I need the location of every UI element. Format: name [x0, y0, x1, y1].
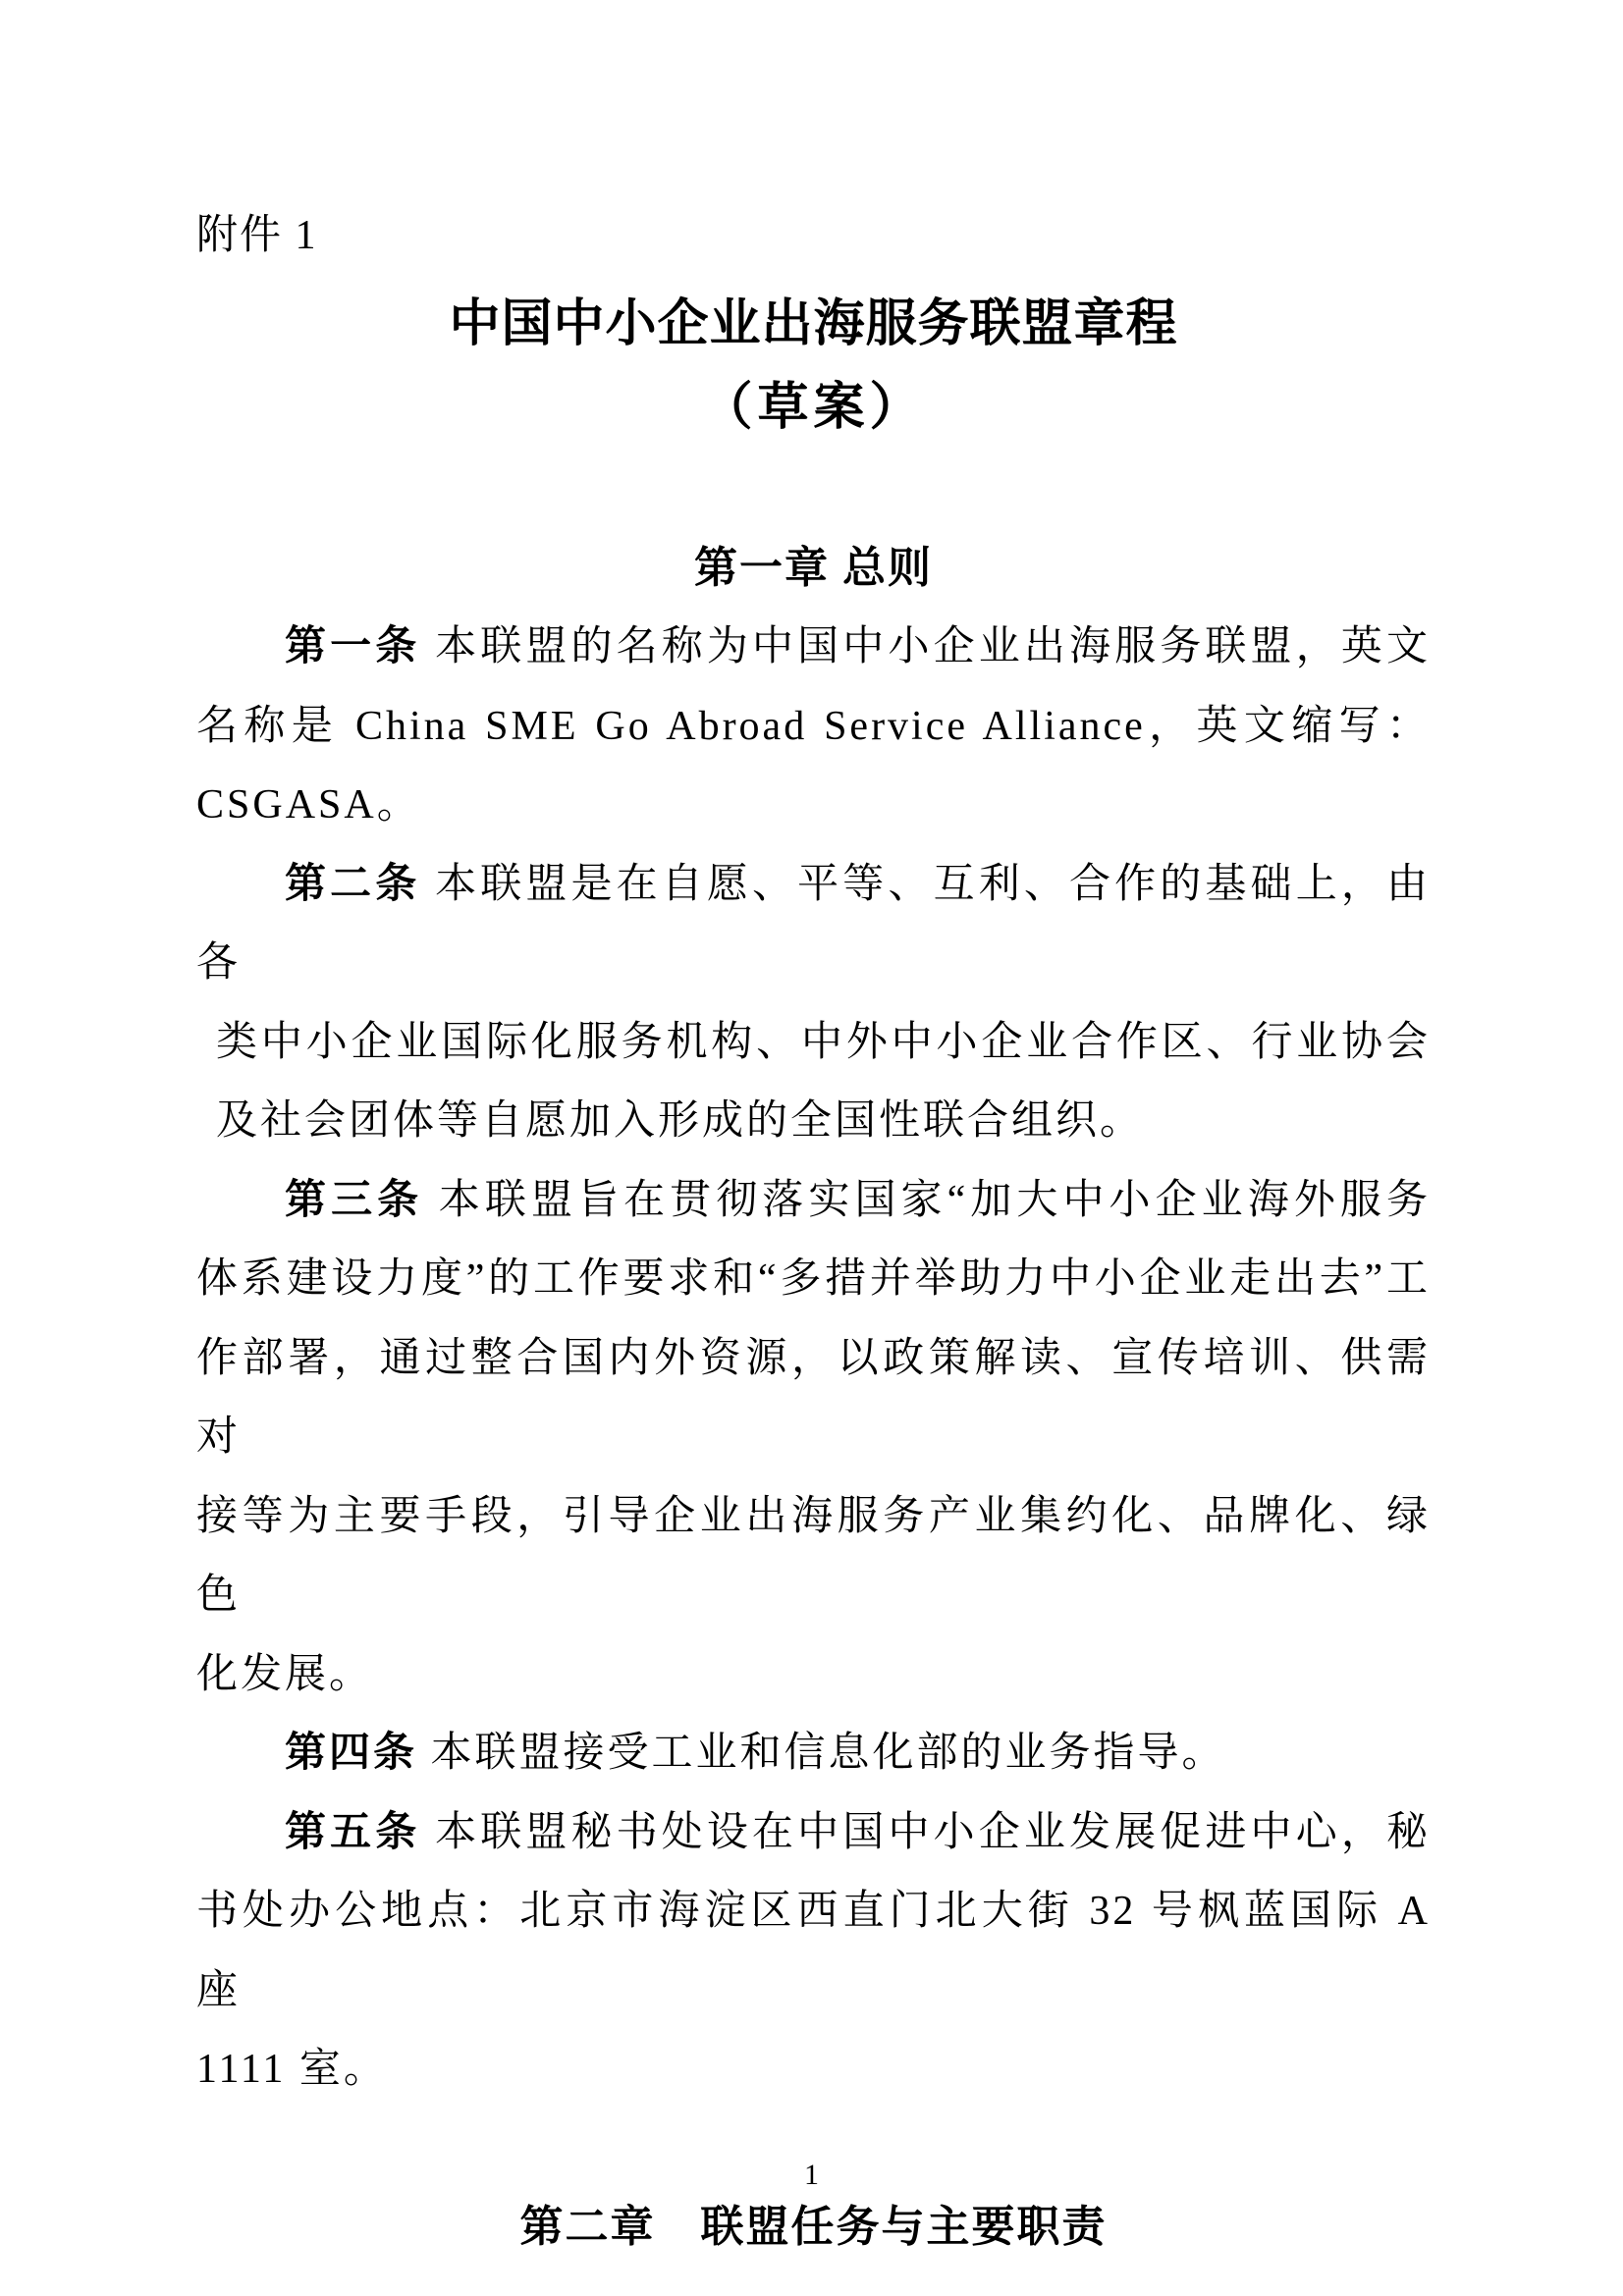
document-subtitle: （草案） [701, 380, 926, 436]
doc-line [196, 1714, 1431, 1793]
blank-line [196, 450, 1431, 529]
doc-line [196, 687, 1431, 767]
text-segment: 本联盟秘书处设在中国中小企业发展促进中心，秘 [435, 1809, 1431, 1855]
article-number-label: 第四条 [285, 1731, 431, 1776]
text-segment: 本联盟是在自愿、平等、互利、合作的基础上，由各 [196, 861, 1431, 986]
attachment-label: 附件 1 [196, 213, 318, 258]
text-segment: 化发展。 [196, 1651, 374, 1697]
document-body [196, 450, 1431, 2268]
text-segment: 本联盟旨在贯彻落实国家“加大中小企业海外服务 [438, 1177, 1431, 1223]
doc-line [196, 845, 1431, 1003]
doc-line [196, 608, 1431, 687]
article-number-label: 第一条 [285, 624, 436, 669]
document-title: 中国中小企业出海服务联盟章程 [449, 296, 1178, 352]
doc-line [196, 1635, 1431, 1715]
doc-line [196, 1872, 1431, 2030]
doc-line [196, 2030, 1431, 2109]
doc-line [196, 1477, 1431, 1635]
doc-line [196, 766, 1431, 845]
text-segment: 本联盟接受工业和信息化部的业务指导。 [430, 1731, 1226, 1776]
doc-line [196, 1082, 1431, 1161]
text-segment: 及社会团体等自愿加入形成的全国性联合组织。 [216, 1098, 1145, 1144]
doc-line [196, 1793, 1431, 1873]
article-number-label: 第三条 [285, 1177, 439, 1223]
text-segment: 名称是 China SME Go Abroad Service Alliance，英文缩写： [196, 703, 1431, 749]
doc-line [196, 1003, 1431, 1083]
text-segment: 书处办公地点：北京市海淀区西直门北大街 32 号枫蓝国际 A 座 [196, 1889, 1431, 2013]
text-segment: 接等为主要手段，引导企业出海服务产业集约化、品牌化、绿色 [196, 1493, 1431, 1618]
doc-line [196, 1319, 1431, 1477]
text-segment: 本联盟的名称为中国中小企业出海服务联盟，英文 [435, 624, 1431, 669]
text-segment: CSGASA。 [196, 782, 421, 828]
article-number-label: 第五条 [285, 1809, 436, 1855]
text-segment: 类中小企业国际化服务机构、中外中小企业合作区、行业协会 [216, 1019, 1431, 1065]
doc-line [196, 1161, 1431, 1241]
text-segment: 作部署，通过整合国内外资源，以政策解读、宣传培训、供需对 [196, 1335, 1431, 1460]
text-segment: 1111 室。 [196, 2047, 388, 2092]
page-number: 1 [804, 2159, 819, 2191]
article-number-label: 第二条 [285, 861, 436, 907]
chapter-heading: 第一章 总则 [694, 543, 933, 592]
chapter-heading: 第二章 联盟任务与主要职责 [519, 2203, 1108, 2251]
text-segment: 体系建设力度”的工作要求和“多措并举助力中小企业走出去”工 [196, 1256, 1431, 1302]
doc-line [196, 1240, 1431, 1319]
